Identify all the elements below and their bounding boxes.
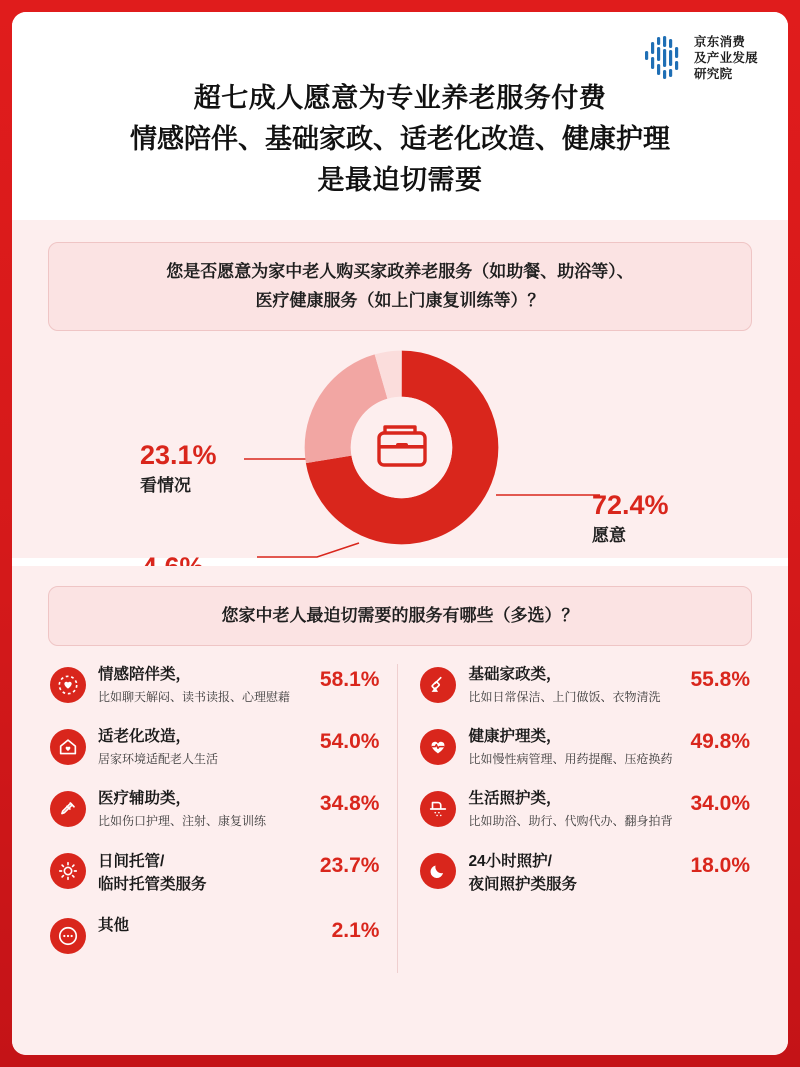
list-item xyxy=(50,726,379,769)
list-item-desc: 比如聊天解闷、读书读报、心理慰藉 xyxy=(98,690,291,704)
services-column-left xyxy=(42,664,398,973)
list-item xyxy=(50,788,379,831)
list-item-desc: 比如伤口护理、注射、康复训练 xyxy=(98,814,267,828)
list-item-pct: 54.0% xyxy=(319,730,380,753)
list-item-pct: 18.0% xyxy=(690,854,750,877)
donut-label-yes-pct: 72.4% xyxy=(592,490,669,520)
question-2 xyxy=(48,586,752,646)
list-item-name: 其他 xyxy=(98,917,130,934)
list-item-name-2: 临时托管类服务 xyxy=(98,876,207,893)
page-title-line2: 情感陪伴、基础家政、适老化改造、健康护理 xyxy=(130,124,670,154)
donut-chart-area xyxy=(12,331,788,567)
question-1-line1: 您是否愿意为家中老人购买家政养老服务（如助餐、助浴等）、 xyxy=(166,262,634,281)
list-item-name: 生活照护类， xyxy=(468,790,562,807)
question-2-text: 您家中老人最迫切需要的服务有哪些（多选）？ xyxy=(221,606,579,625)
donut-label-yes xyxy=(592,489,669,549)
list-item-desc: 居家环境适配老人生活 xyxy=(98,752,219,766)
donut-label-depends xyxy=(140,439,217,499)
page-title-line1: 超七成人愿意为专业养老服务付费 xyxy=(193,83,607,113)
list-item-name: 基础家政类， xyxy=(468,666,562,683)
list-item xyxy=(50,664,379,707)
list-item xyxy=(420,664,750,707)
syringe-icon xyxy=(50,791,86,827)
wallet-icon xyxy=(367,413,437,483)
list-item-name: 健康护理类， xyxy=(468,728,562,745)
heartbeat-icon xyxy=(420,729,456,765)
list-item-desc: 比如助浴、助行、代购代办、翻身拍背 xyxy=(468,814,673,828)
list-item-name: 医疗辅助类， xyxy=(98,790,192,807)
services-grid xyxy=(42,664,758,973)
broom-icon xyxy=(420,667,456,703)
sun-icon xyxy=(50,853,86,889)
leader-line-2 xyxy=(492,481,602,521)
list-item xyxy=(50,915,379,954)
list-item-name: 情感陪伴类， xyxy=(98,666,192,683)
donut-label-yes-name: 愿意 xyxy=(592,526,626,545)
stripes-logo-icon xyxy=(643,35,685,81)
donut-label-depends-name: 看情况 xyxy=(140,476,191,495)
list-item xyxy=(420,850,750,896)
brand-name-line3: 研究院 xyxy=(693,67,733,81)
page-title xyxy=(12,78,788,201)
heart-hands-icon xyxy=(50,667,86,703)
list-item-pct: 55.8% xyxy=(690,668,750,691)
brand-logo xyxy=(643,34,758,82)
list-item-pct: 23.7% xyxy=(319,854,380,877)
donut-label-depends-pct: 23.1% xyxy=(140,440,217,470)
list-item xyxy=(420,726,750,769)
brand-name-line1: 京东消费 xyxy=(693,35,746,49)
shower-icon xyxy=(420,791,456,827)
question-1-line2: 医疗健康服务（如上门康复训练等）？ xyxy=(255,291,545,310)
section-willingness xyxy=(12,220,788,558)
list-item xyxy=(420,788,750,831)
brand-name-line2: 及产业发展 xyxy=(693,51,758,65)
brand-name xyxy=(694,34,758,82)
header xyxy=(12,12,788,220)
list-item-name: 适老化改造， xyxy=(98,728,192,745)
section-services xyxy=(12,566,788,1055)
home-heart-icon xyxy=(50,729,86,765)
list-item-desc: 比如日常保洁、上门做饭、衣物清洗 xyxy=(468,690,661,704)
list-item-name: 日间托管/ xyxy=(98,853,165,870)
ellipsis-icon xyxy=(50,918,86,954)
list-item-pct: 58.1% xyxy=(319,668,380,691)
poster-card xyxy=(12,12,788,1055)
list-item-pct: 34.8% xyxy=(319,792,380,815)
list-item-pct: 49.8% xyxy=(690,730,750,753)
moon-icon xyxy=(420,853,456,889)
list-item-desc: 比如慢性病管理、用药提醒、压疮换药 xyxy=(468,752,673,766)
question-1 xyxy=(48,242,752,331)
page-title-line3: 是最迫切需要 xyxy=(317,165,483,195)
services-column-right xyxy=(398,664,758,973)
list-item-name: 24小时照护/ xyxy=(468,853,552,870)
list-item-pct: 2.1% xyxy=(331,919,380,942)
list-item xyxy=(50,850,379,896)
list-item-pct: 34.0% xyxy=(690,792,750,815)
list-item-name-2: 夜间照护类服务 xyxy=(468,876,577,893)
